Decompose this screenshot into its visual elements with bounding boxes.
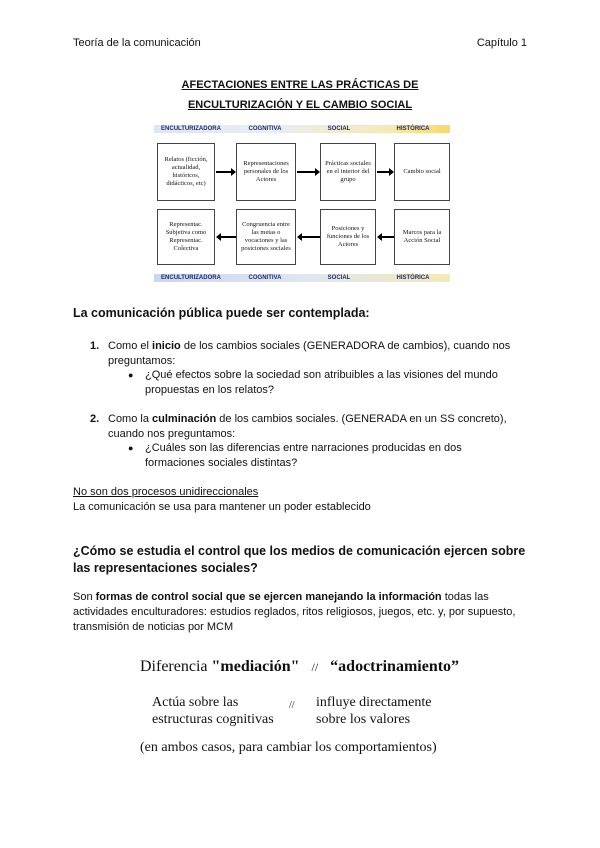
box-representaciones-personales: Representaciones personales de los Actores bbox=[236, 143, 296, 201]
box-posiciones-funciones: Posiciones y funciones de los Actores bbox=[320, 209, 376, 265]
paragraph: Son formas de control social que se ejercen manejando la información todas las actividades enculturadores: estudios reglados, ritos religiosos, juegos, etc. y, por supuesto, transmisión de noticias por MCM bbox=[73, 591, 516, 633]
list-subitem: ¿Cuáles son las diferencias entre narraciones producidas en dos formaciones sociales distintas? bbox=[145, 442, 462, 469]
box-marcos-accion-social: Marcos para la Acción Social bbox=[394, 209, 450, 265]
column-label: ENCULTURIZADORA bbox=[161, 275, 221, 281]
box-practicas-sociales: Prácticas sociales en el interior del grupo bbox=[320, 143, 376, 201]
section-heading: ¿Cómo se estudia el control que los medios de comunicación ejercen sobre las representaciones sociales? bbox=[73, 544, 526, 575]
arrow-right-icon bbox=[377, 171, 390, 173]
list-number: 1. bbox=[90, 340, 100, 352]
comparison-footer: (en ambos casos, para cambiar los comportamientos) bbox=[140, 740, 437, 755]
running-header-chapter: Capítulo 1 bbox=[476, 37, 527, 49]
arrow-left-icon bbox=[220, 236, 236, 238]
arrow-left-icon bbox=[301, 236, 320, 238]
box-representacion-subjetiva: Representac. Subjetiva como Representac. Colectiva bbox=[157, 209, 215, 265]
box-congruencia: Congruencia entre las metas o vocaciones y las posiciones sociales bbox=[236, 209, 296, 265]
column-label: COGNITIVA bbox=[248, 275, 282, 281]
list-item: Como la culminación de los cambios sociales. (GENERADA en un SS concreto), cuando nos preguntamos: bbox=[108, 413, 507, 440]
comparison-left: Actúa sobre las estructuras cognitivas bbox=[152, 695, 274, 727]
underlined-note: No son dos procesos unidireccionales bbox=[73, 486, 259, 498]
diagram-title bbox=[0, 75, 600, 115]
list-number: 2. bbox=[90, 413, 100, 425]
list-subitem: ¿Qué efectos sobre la sociedad son atribuibles a las visiones del mundo propuestas en los relatos? bbox=[145, 369, 498, 396]
diagram-column-band-top bbox=[154, 125, 450, 133]
column-label: HISTÓRICA bbox=[396, 275, 430, 281]
section-heading: La comunicación pública puede ser contemplada: bbox=[73, 306, 370, 320]
column-label: HISTÓRICA bbox=[396, 126, 430, 132]
arrow-left-icon bbox=[381, 236, 394, 238]
bullet-icon: ● bbox=[128, 443, 134, 453]
running-header-title: Teoría de la comunicación bbox=[73, 37, 201, 49]
column-label: SOCIAL bbox=[327, 275, 351, 281]
diagram-title-line1: AFECTACIONES ENTRE LAS PRÁCTICAS DE bbox=[181, 79, 419, 91]
list-item: Como el inicio de los cambios sociales (GENERADORA de cambios), cuando nos preguntamos: bbox=[108, 340, 511, 367]
arrow-right-icon bbox=[216, 171, 232, 173]
box-relatos: Relatos (ficción, actualidad, históricos, didácticos, etc) bbox=[157, 143, 215, 201]
diagram-title-line2: ENCULTURIZACIÓN Y EL CAMBIO SOCIAL bbox=[187, 99, 413, 111]
note-text: La comunicación se usa para mantener un poder establecido bbox=[73, 501, 371, 513]
arrow-right-icon bbox=[297, 171, 316, 173]
column-label: ENCULTURIZADORA bbox=[161, 126, 221, 132]
column-label: COGNITIVA bbox=[248, 126, 282, 132]
bullet-icon: ● bbox=[128, 370, 134, 380]
comparison-title: Diferencia "mediación" // “adoctrinamiento” bbox=[140, 658, 460, 675]
column-label: SOCIAL bbox=[327, 126, 351, 132]
comparison-separator: // bbox=[289, 700, 295, 711]
comparison-right: influye directamente sobre los valores bbox=[316, 695, 432, 727]
diagram-column-band-bottom bbox=[154, 274, 450, 282]
box-cambio-social: Cambio social bbox=[394, 143, 450, 201]
